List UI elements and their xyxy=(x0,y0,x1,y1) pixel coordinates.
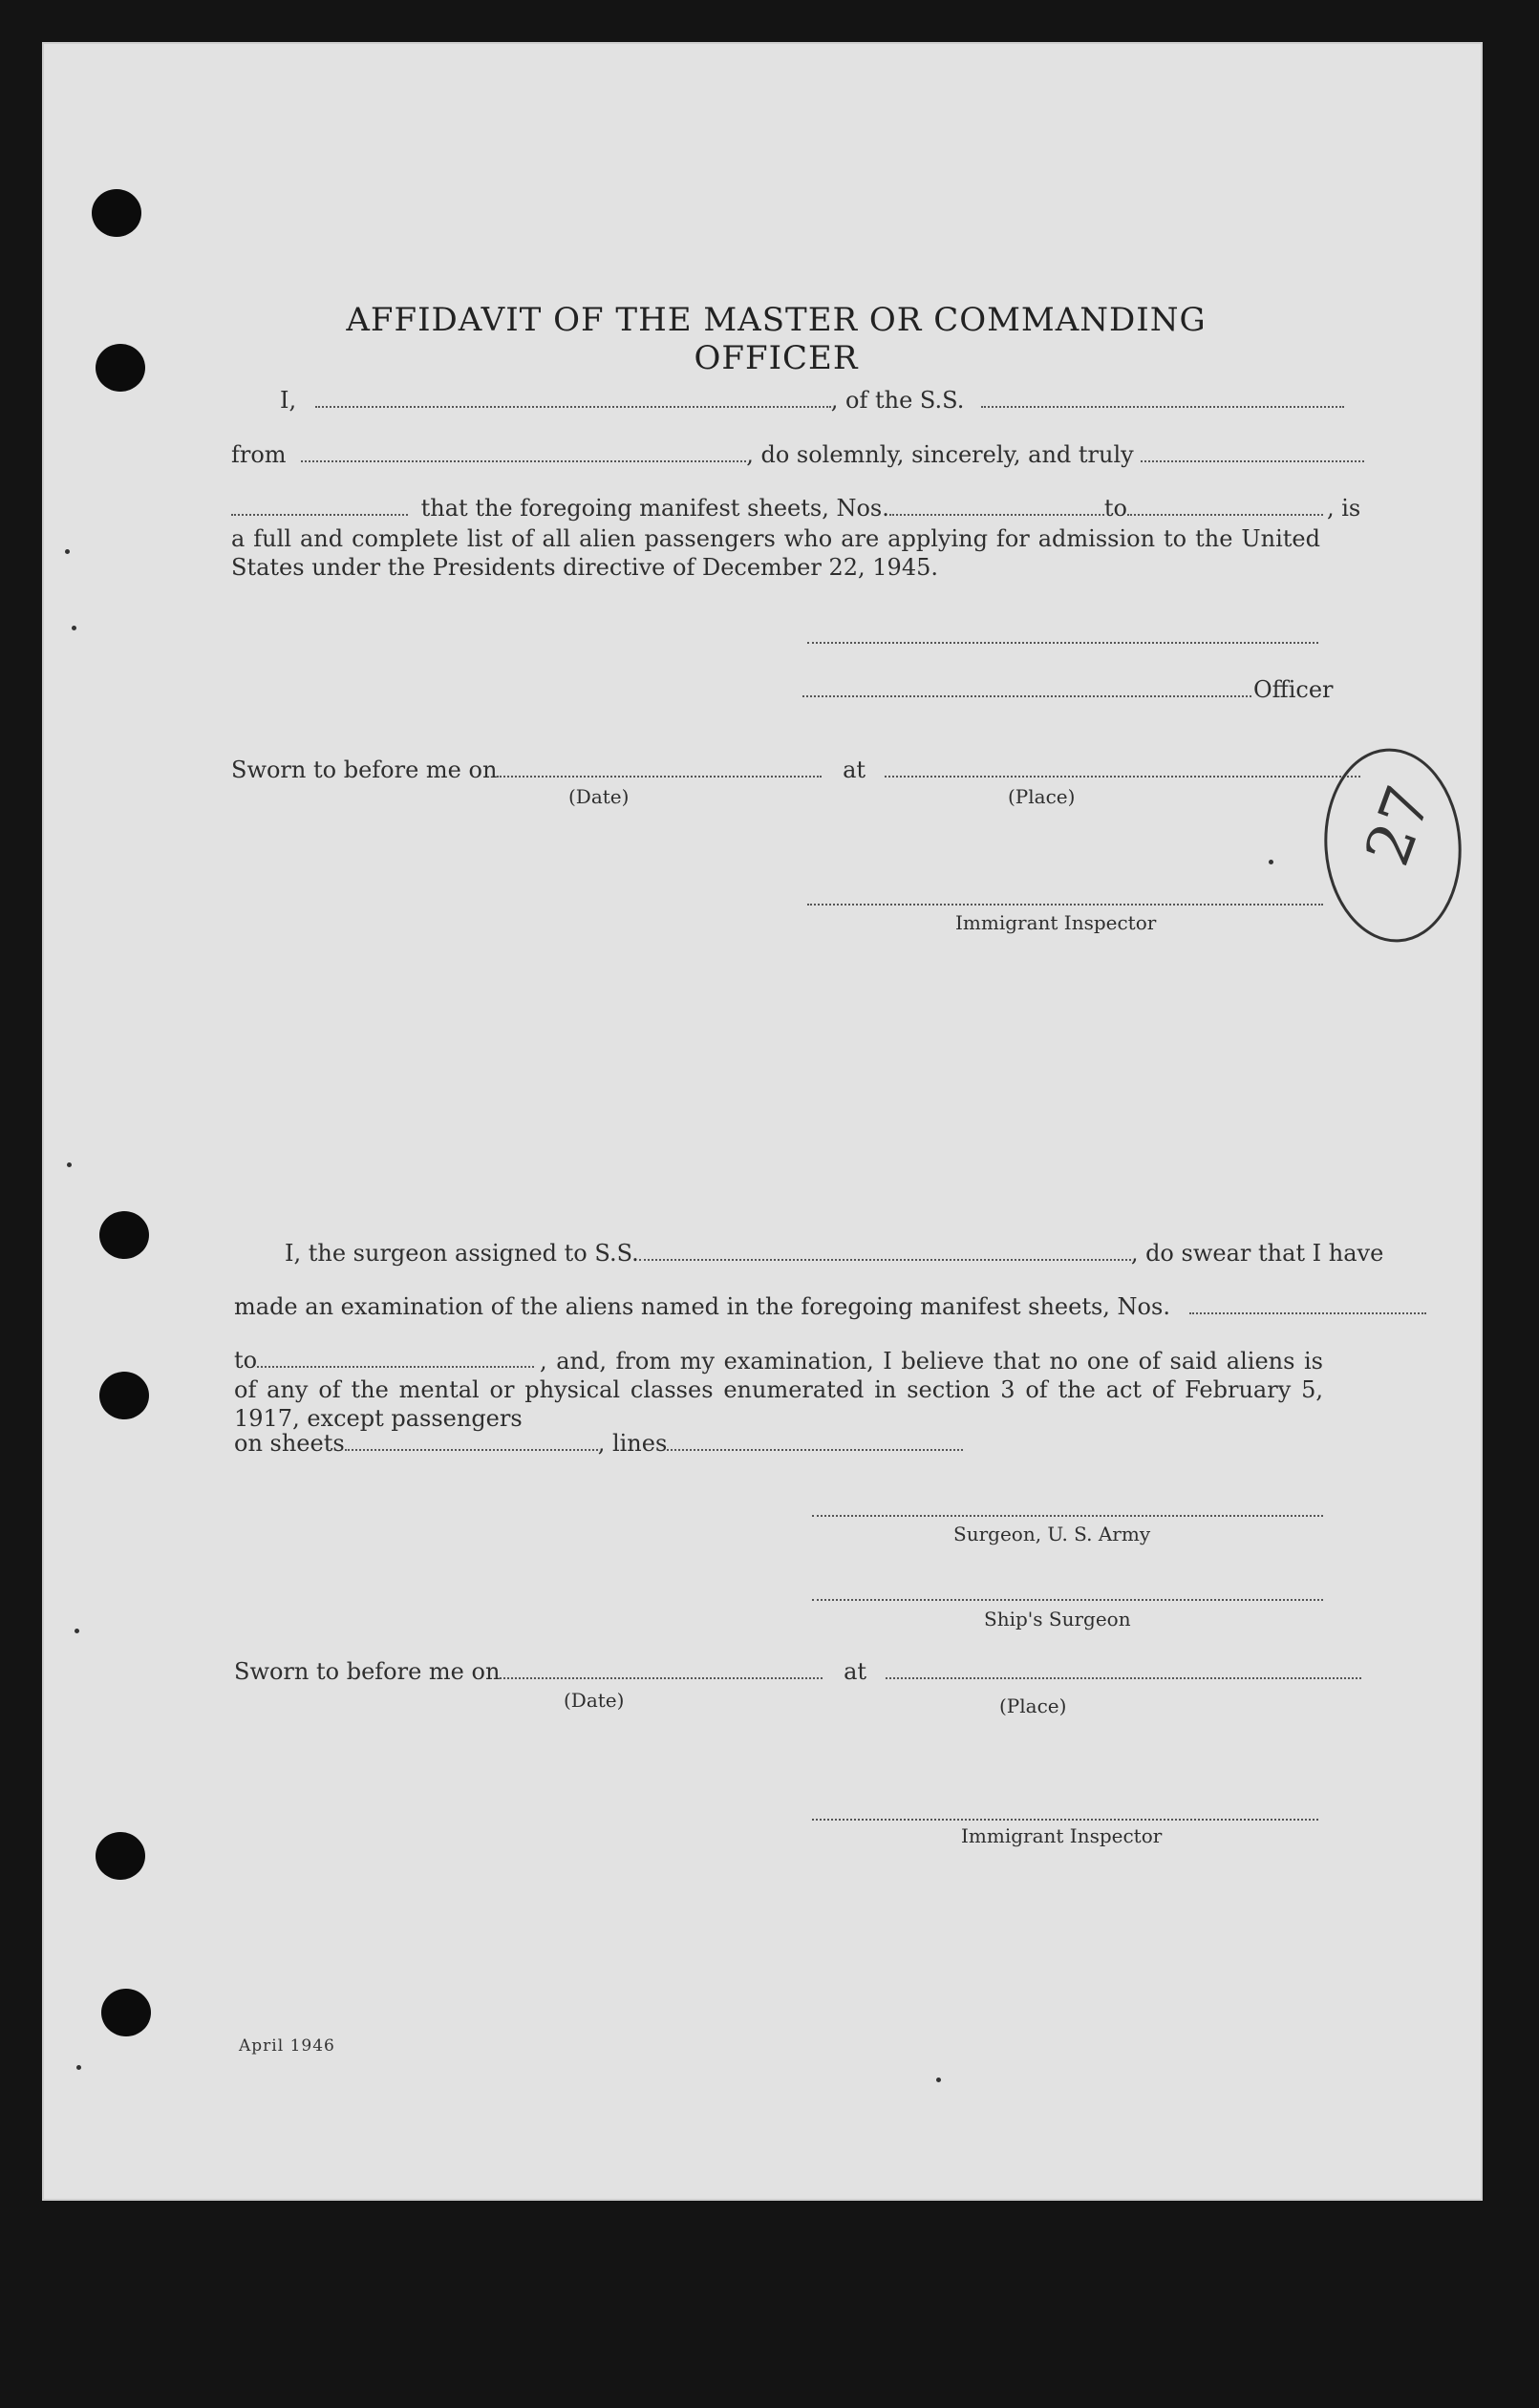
surgeon-place-caption: (Place) xyxy=(999,1694,1067,1717)
lines-label: , lines xyxy=(597,1430,668,1457)
binder-hole xyxy=(99,1211,149,1259)
stamp-number: 27 xyxy=(1352,777,1446,875)
army-surgeon-caption: Surgeon, U. S. Army xyxy=(953,1523,1151,1545)
master-statement: a full and complete list of all alien passengers who are applying for admission to the United States under the Presidents directive of December 22, 1945. xyxy=(231,525,1320,581)
officer-name-field[interactable] xyxy=(315,389,831,408)
text-from: from xyxy=(231,441,287,468)
surgeon-sworn-label: Sworn to before me on xyxy=(234,1658,501,1685)
form-date: April 1946 xyxy=(239,2036,335,2056)
circled-number-stamp xyxy=(1320,745,1464,946)
on-sheets-label: on sheets xyxy=(234,1430,345,1457)
form-title: AFFIDAVIT OF THE MASTER OR COMMANDING OFFICER xyxy=(346,301,1207,377)
sworn-place-field[interactable] xyxy=(885,758,1360,778)
surgeon-line-1 xyxy=(285,1240,1383,1267)
sheet-from-field[interactable] xyxy=(889,497,1104,516)
master-sworn-line xyxy=(231,756,1360,783)
officer-signature-line[interactable] xyxy=(802,695,1251,697)
master-line-2 xyxy=(231,441,1364,468)
surgeon-inspector-caption: Immigrant Inspector xyxy=(961,1824,1163,1847)
text-to: to xyxy=(1103,495,1127,522)
army-surgeon-signature-line[interactable] xyxy=(812,1515,1323,1517)
from-port-field[interactable] xyxy=(301,443,746,462)
surgeon-statement: , and, from my examination, I believe that no one of said aliens is of any of the mental or physical classes enumerated in section 3 of the act of February 5, 1917, except passengers xyxy=(234,1348,1323,1432)
text-solemnly: , do solemnly, sincerely, and truly xyxy=(746,441,1134,468)
surgeon-sheets-field[interactable] xyxy=(1189,1295,1426,1314)
surgeon-swear: , do swear that I have xyxy=(1130,1240,1384,1267)
at-label: at xyxy=(843,756,866,783)
inspector-caption: Immigrant Inspector xyxy=(955,911,1157,934)
binder-hole xyxy=(96,344,145,392)
date-caption: (Date) xyxy=(568,785,630,808)
surgeon-sworn-date-field[interactable] xyxy=(500,1660,823,1679)
text-is: , is xyxy=(1326,495,1361,522)
surgeon-to: to xyxy=(234,1347,258,1374)
lines-field[interactable] xyxy=(667,1432,963,1451)
ship-name-field[interactable] xyxy=(981,389,1344,408)
text-of-ss: , of the S.S. xyxy=(830,387,965,414)
binder-hole xyxy=(99,1372,149,1419)
surgeon-line-2 xyxy=(234,1293,1426,1320)
surgeon-sworn-place-field[interactable] xyxy=(886,1660,1361,1679)
on-sheets-field[interactable] xyxy=(345,1432,598,1451)
sworn-date-field[interactable] xyxy=(497,758,822,778)
officer-label: Officer xyxy=(1253,676,1334,703)
oath-field[interactable] xyxy=(1141,443,1364,462)
ship-surgeon-caption: Ship's Surgeon xyxy=(984,1608,1131,1630)
inspector-signature-line[interactable] xyxy=(807,904,1323,906)
surgeon-intro: I, the surgeon assigned to S.S. xyxy=(285,1240,639,1267)
text-i: I, xyxy=(280,387,297,414)
affirm-field[interactable] xyxy=(231,497,408,516)
master-line-3 xyxy=(231,495,1360,522)
ship-surgeon-signature-line[interactable] xyxy=(812,1599,1323,1601)
binder-hole xyxy=(101,1989,151,2036)
surgeon-ship-field[interactable] xyxy=(639,1242,1131,1261)
surgeon-exam-text: made an examination of the aliens named in the foregoing manifest sheets, Nos. xyxy=(234,1293,1170,1320)
surgeon-at-label: at xyxy=(844,1658,867,1685)
master-line-1 xyxy=(280,387,1344,414)
binder-hole xyxy=(96,1832,145,1880)
sworn-label: Sworn to before me on xyxy=(231,756,498,783)
surgeon-inspector-signature-line[interactable] xyxy=(812,1819,1318,1821)
surgeon-date-caption: (Date) xyxy=(564,1689,625,1712)
place-caption: (Place) xyxy=(1008,785,1076,808)
text-manifest-sheets: that the foregoing manifest sheets, Nos. xyxy=(420,495,889,522)
signature-line[interactable] xyxy=(807,642,1318,644)
surgeon-line-4 xyxy=(234,1430,963,1457)
surgeon-sworn-line xyxy=(234,1658,1361,1685)
binder-hole xyxy=(92,189,141,237)
sheet-to-field[interactable] xyxy=(1127,497,1323,516)
